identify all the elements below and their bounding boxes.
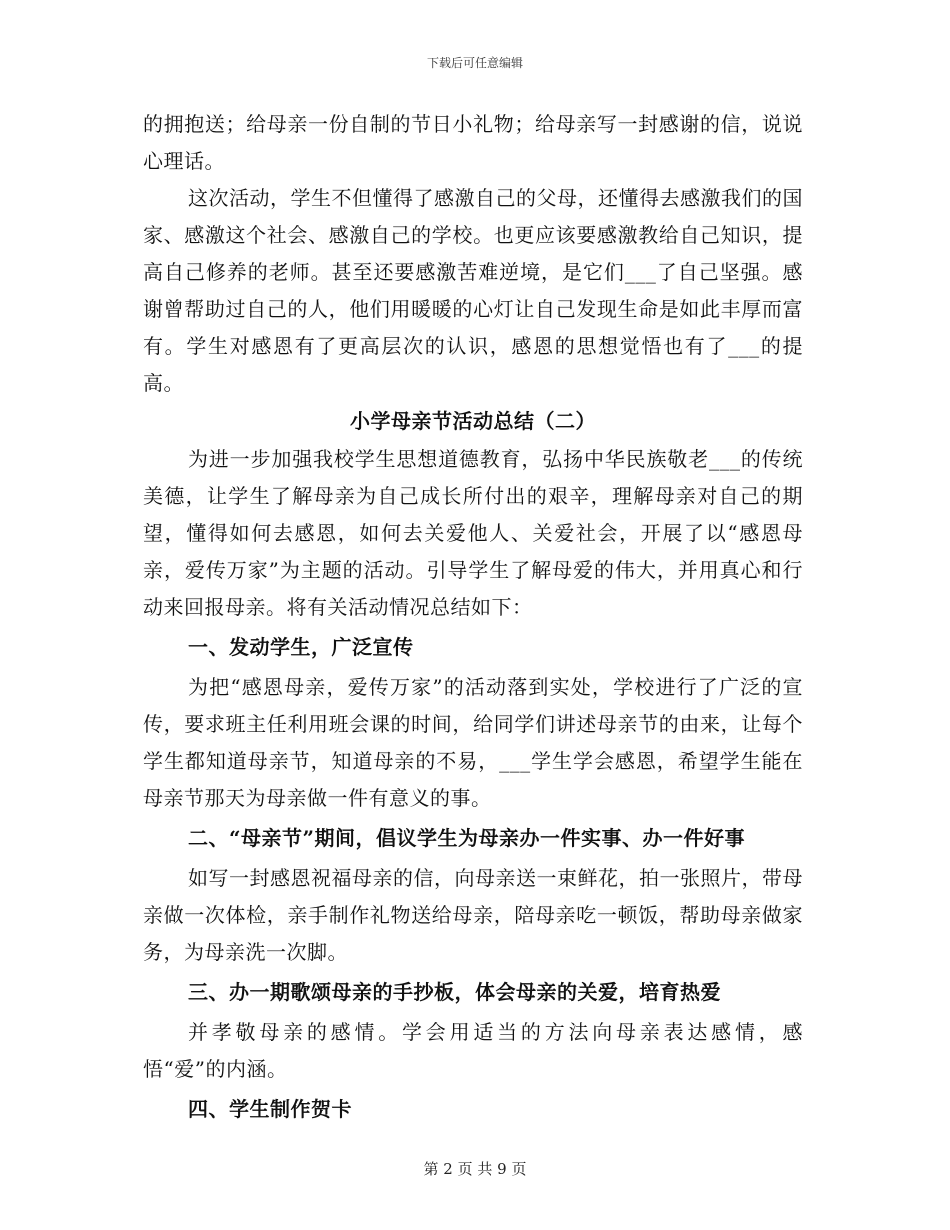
paragraph: 为把“感恩母亲，爱传万家”的活动落到实处，学校进行了广泛的宣传，要求班主任利用班会课的时间，给同学们讲述母亲节的由来，让每个学生都知道母亲节，知道母亲的不易，___学生学会感恩，希望学生能在母亲节那天为母亲做一件有意义的事。 xyxy=(143,675,803,810)
paragraph: 为进一步加强我校学生思想道德教育，弘扬中华民族敬老___的传统美德，让学生了解母亲为自己成长所付出的艰辛，理解母亲对自己的期望，懂得如何去感恩，如何去关爱他人、关爱社会，开展了以“感恩母亲，爱传万家”为主题的活动。引导学生了解母爱的伟大，并用真心和行动来回报母亲。将有关活动情况总结如下： xyxy=(143,447,803,619)
section-title: 小学母亲节活动总结（二） xyxy=(350,409,596,433)
section-heading: 三、办一期歌颂母亲的手抄板，体会母亲的关爱，培育热爱 xyxy=(188,980,721,1004)
paragraph: 这次活动，学生不但懂得了感激自己的父母，还懂得去感激我们的国家、感激这个社会、感激自己的学校。也更应该要感激教给自己知识，提高自己修养的老师。甚至还要感激苦难逆境，是它们___了自己坚强。感谢曾帮助过自己的人，他们用暖暖的心灯让自己发现生命是如此丰厚而富有。学生对感恩有了更高层次的认识，感恩的思想觉悟也有了___的提高。 xyxy=(143,186,803,395)
page-header: 下载后可任意编辑 xyxy=(426,56,523,70)
section-heading: 二、“母亲节”期间，倡议学生为母亲办一件实事、办一件好事 xyxy=(188,826,746,850)
document-body xyxy=(143,106,803,1131)
paragraph: 并孝敬母亲的感情。学会用适当的方法向母亲表达感情，感悟“爱”的内涵。 xyxy=(143,1020,803,1081)
paragraph: 如写一封感恩祝福母亲的信，向母亲送一束鲜花，拍一张照片，带母亲做一次体检，亲手制作礼物送给母亲，陪母亲吃一顿饭，帮助母亲做家务，为母亲洗一次脚。 xyxy=(143,866,803,964)
section-heading: 四、学生制作贺卡 xyxy=(188,1097,352,1121)
page-footer: 第 2 页 共 9 页 xyxy=(423,1160,527,1178)
paragraph: 的拥抱送；给母亲一份自制的节日小礼物；给母亲写一封感谢的信，说说心理话。 xyxy=(143,112,803,173)
section-heading: 一、发动学生，广泛宣传 xyxy=(188,635,414,659)
